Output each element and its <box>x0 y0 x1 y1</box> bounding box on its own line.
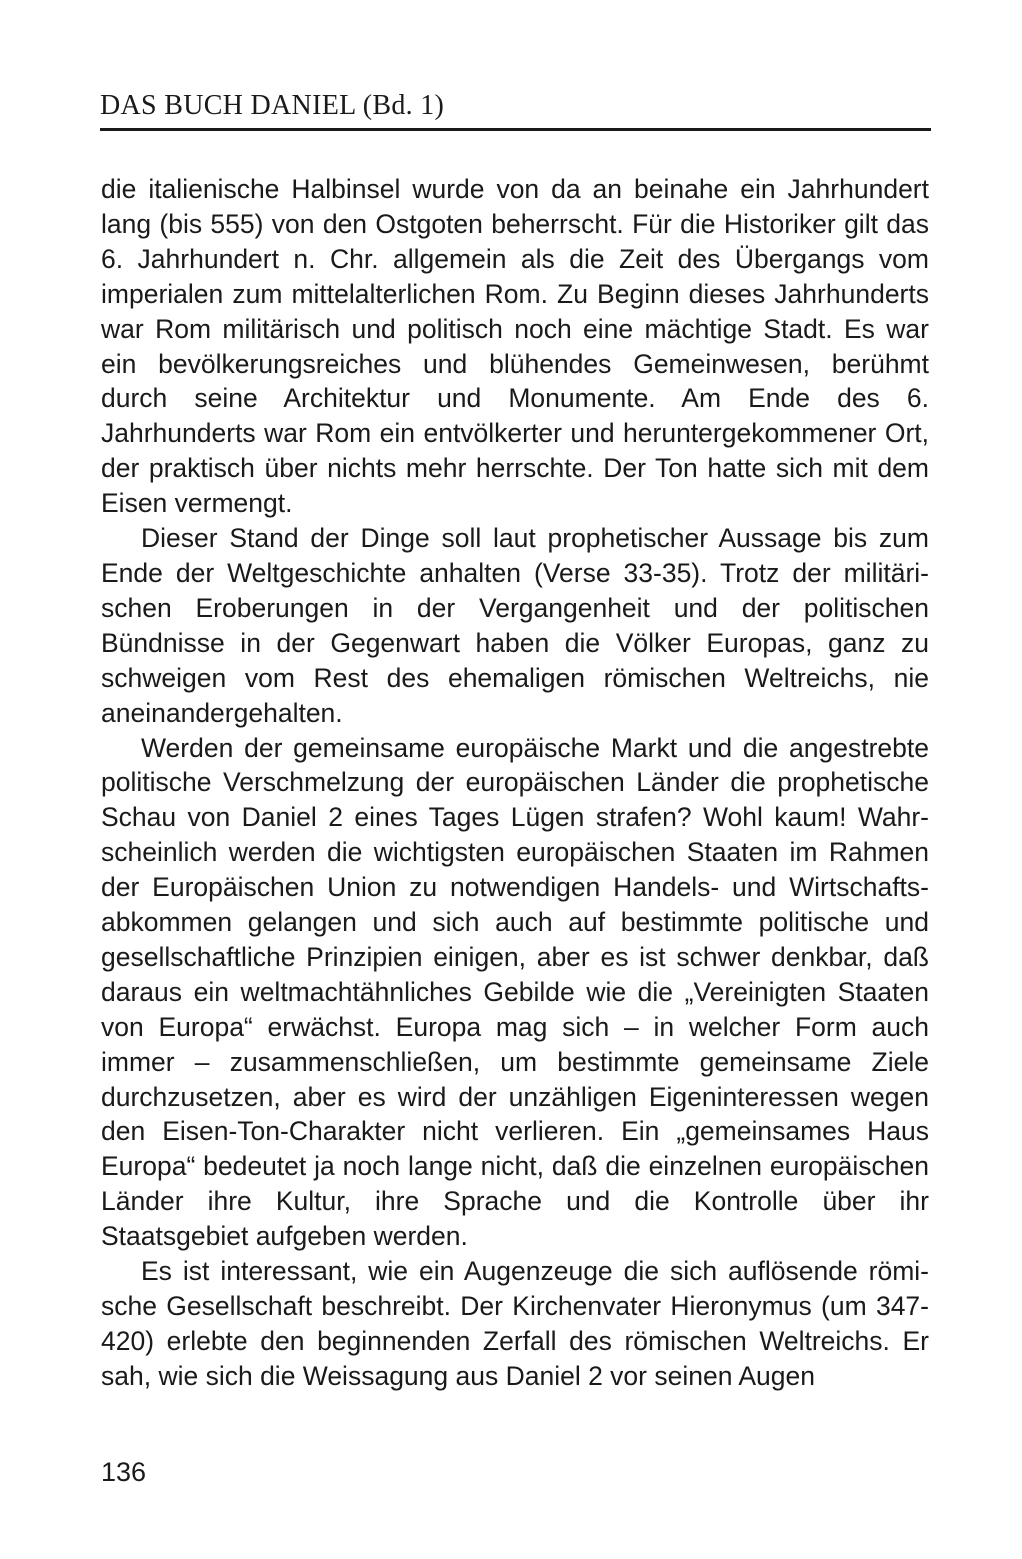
paragraph-3: Werden der gemeinsame europäische Markt und die angestrebte politische Verschmelzung der europäischen Länder die prophetische Schau von Daniel 2 eines Tages Lügen strafen? Wohl kaum! Wahrscheinlich werden die wichtigsten europäischen Staaten im Rahmen der Europäischen Union zu notwendigen Handels- und Wirtschaftsabkommen gelangen und sich auch auf bestimmte politische und gesellschaftliche Prinzipien einigen, aber es ist schwer denkbar, daß daraus ein weltmachtähnliches Gebilde wie die „Vereinigten Staaten von Europa“ erwächst. Europa mag sich – in welcher Form auch immer – zusammenschließen, um bestimmte gemeinsame Ziele durchzusetzen, aber es wird der unzähligen Eigeninteressen wegen den Eisen-Ton-Charakter nicht verlieren. Ein „gemeinsames Haus Europa“ bedeutet ja noch lange nicht, daß die einzelnen europäischen Länder ihre Kultur, ihre Sprache und die Kontrolle über ihr Staatsgebiet aufgeben werden. <box>101 732 929 1252</box>
paragraph-4: Es ist interessant, wie ein Augenzeuge die sich auflösende römische Gesellschaft beschreibt. Der Kirchenvater Hieronymus (um 347-420) erlebte den beginnenden Zerfall des römischen Weltreichs. Er sah, wie sich die Weissagung aus Daniel 2 vor seinen Augen <box>101 1256 929 1391</box>
body-text <box>101 172 929 1394</box>
paragraph-1: die italienische Halbinsel wurde von da an beinahe ein Jahrhundert lang (bis 555) von den Ostgoten beherrscht. Für die Historiker gilt das 6. Jahrhundert n. Chr. allgemein als die Zeit des Übergangs vom imperialen zum mittelalterlichen Rom. Zu Beginn dieses Jahrhunderts war Rom militärisch und politisch noch eine mächtige Stadt. Es war ein bevölkerungsreiches und blühendes Gemeinwesen, berühmt durch seine Architektur und Monumente. Am Ende des 6. Jahrhunderts war Rom ein entvölkerter und heruntergekommener Ort, der praktisch über nichts mehr herrschte. Der Ton hatte sich mit dem Eisen vermengt. <box>101 174 929 519</box>
running-head-title: DAS BUCH DANIEL (Bd. 1) <box>100 90 445 121</box>
page-number: 136 <box>101 1457 147 1487</box>
header-rule <box>100 128 931 131</box>
paragraph-2: Dieser Stand der Dinge soll laut prophetischer Aussage bis zum Ende der Weltgeschichte anhalten (Verse 33-35). Trotz der militärischen Eroberungen in der Vergangenheit und der politischen Bündnisse in der Gegenwart haben die Völker Europas, ganz zu schweigen vom Rest des ehemaligen römischen Weltreichs, nie aneinandergehalten. <box>101 523 929 728</box>
